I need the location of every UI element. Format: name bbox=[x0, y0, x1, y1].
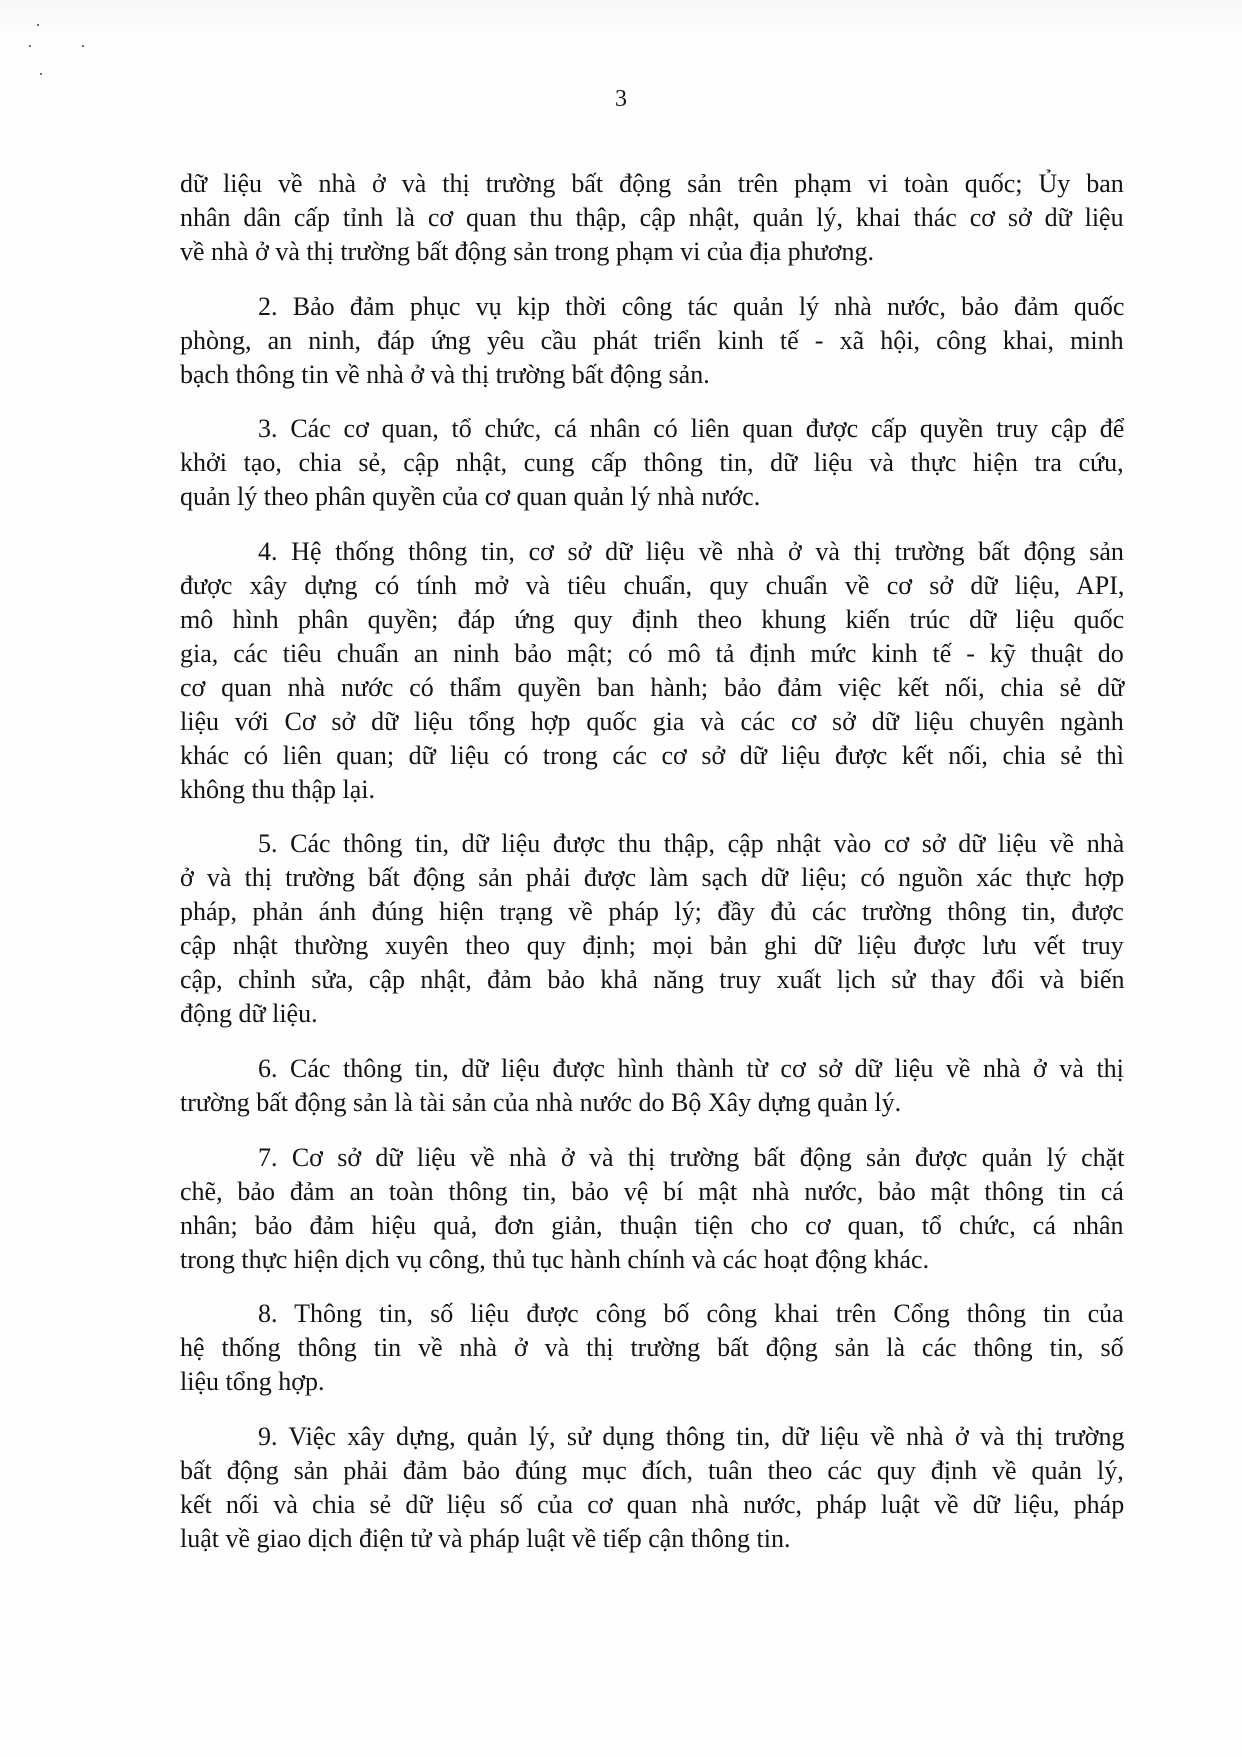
text-line: trong thực hiện dịch vụ công, thủ tục hành chính và các hoạt động khác. bbox=[180, 1245, 930, 1274]
text-line: không thu thập lại. bbox=[180, 775, 375, 804]
text-line: luật về giao dịch điện tử và pháp luật về tiếp cận thông tin. bbox=[180, 1524, 791, 1553]
text-line: khởi tạo, chia sẻ, cập nhật, cung cấp thông tin, dữ liệu và thực hiện tra cứu, bbox=[180, 448, 1124, 477]
text-line: pháp, phản ánh đúng hiện trạng về pháp lý; đầy đủ các trường thông tin, được bbox=[180, 897, 1124, 926]
text-line: 4. Hệ thống thông tin, cơ sở dữ liệu về nhà ở và thị trường bất động sản bbox=[258, 537, 1124, 566]
scan-speck bbox=[29, 45, 31, 47]
text-line: 8. Thông tin, số liệu được công bố công khai trên Cổng thông tin của bbox=[258, 1299, 1124, 1328]
text-line: động dữ liệu. bbox=[180, 999, 318, 1028]
text-line: 3. Các cơ quan, tổ chức, cá nhân có liên quan được cấp quyền truy cập để bbox=[258, 414, 1125, 443]
scan-speck bbox=[37, 24, 39, 26]
text-line: khác có liên quan; dữ liệu có trong các cơ sở dữ liệu được kết nối, chia sẻ thì bbox=[180, 741, 1125, 770]
text-line: mô hình phân quyền; đáp ứng quy định theo khung kiến trúc dữ liệu quốc bbox=[180, 605, 1125, 634]
text-line: 2. Bảo đảm phục vụ kịp thời công tác quản lý nhà nước, bảo đảm quốc bbox=[258, 292, 1125, 321]
text-line: bạch thông tin về nhà ở và thị trường bất động sản. bbox=[180, 360, 710, 389]
text-line: 6. Các thông tin, dữ liệu được hình thành từ cơ sở dữ liệu về nhà ở và thị bbox=[258, 1054, 1124, 1083]
text-line: 9. Việc xây dựng, quản lý, sử dụng thông tin, dữ liệu về nhà ở và thị trường bbox=[258, 1422, 1125, 1451]
text-line: 7. Cơ sở dữ liệu về nhà ở và thị trường bất động sản được quản lý chặt bbox=[258, 1143, 1125, 1172]
page-number: 3 bbox=[615, 86, 627, 112]
scan-speck bbox=[82, 45, 84, 47]
text-line: ở và thị trường bất động sản phải được làm sạch dữ liệu; có nguồn xác thực hợp bbox=[180, 863, 1125, 892]
text-line: cơ quan nhà nước có thẩm quyền ban hành; bảo đảm việc kết nối, chia sẻ dữ bbox=[180, 673, 1125, 702]
text-line: hệ thống thông tin về nhà ở và thị trường bất động sản là các thông tin, số bbox=[180, 1333, 1124, 1362]
text-line: được xây dựng có tính mở và tiêu chuẩn, quy chuẩn về cơ sở dữ liệu, API, bbox=[180, 571, 1125, 600]
text-line: dữ liệu về nhà ở và thị trường bất động sản trên phạm vi toàn quốc; Ủy ban bbox=[180, 169, 1124, 198]
text-line: phòng, an ninh, đáp ứng yêu cầu phát triển kinh tế - xã hội, công khai, minh bbox=[180, 326, 1124, 355]
text-line: về nhà ở và thị trường bất động sản trong phạm vi của địa phương. bbox=[180, 237, 875, 266]
text-line: liệu tổng hợp. bbox=[180, 1367, 325, 1396]
text-line: trường bất động sản là tài sản của nhà nước do Bộ Xây dựng quản lý. bbox=[180, 1088, 902, 1117]
scan-speck bbox=[40, 73, 42, 75]
text-line: gia, các tiêu chuẩn an ninh bảo mật; có mô tả định mức kinh tế - kỹ thuật do bbox=[180, 639, 1124, 668]
text-line: nhân; bảo đảm hiệu quả, đơn giản, thuận tiện cho cơ quan, tổ chức, cá nhân bbox=[180, 1211, 1124, 1240]
text-line: kết nối và chia sẻ dữ liệu số của cơ quan nhà nước, pháp luật về dữ liệu, pháp bbox=[180, 1490, 1125, 1519]
text-line: chẽ, bảo đảm an toàn thông tin, bảo vệ bí mật nhà nước, bảo mật thông tin cá bbox=[180, 1177, 1124, 1206]
text-line: quản lý theo phân quyền của cơ quan quản lý nhà nước. bbox=[180, 482, 761, 511]
text-line: cập, chỉnh sửa, cập nhật, đảm bảo khả năng truy xuất lịch sử thay đổi và biến bbox=[180, 965, 1125, 994]
text-line: liệu với Cơ sở dữ liệu tổng hợp quốc gia và các cơ sở dữ liệu chuyên ngành bbox=[180, 707, 1124, 736]
text-line: 5. Các thông tin, dữ liệu được thu thập, cập nhật vào cơ sở dữ liệu về nhà bbox=[258, 829, 1125, 858]
text-line: nhân dân cấp tỉnh là cơ quan thu thập, cập nhật, quản lý, khai thác cơ sở dữ liệu bbox=[180, 203, 1124, 232]
text-line: cập nhật thường xuyên theo quy định; mọi bản ghi dữ liệu được lưu vết truy bbox=[180, 931, 1124, 960]
text-line: bất động sản phải đảm bảo đúng mục đích, tuân theo các quy định về quản lý, bbox=[180, 1456, 1124, 1485]
